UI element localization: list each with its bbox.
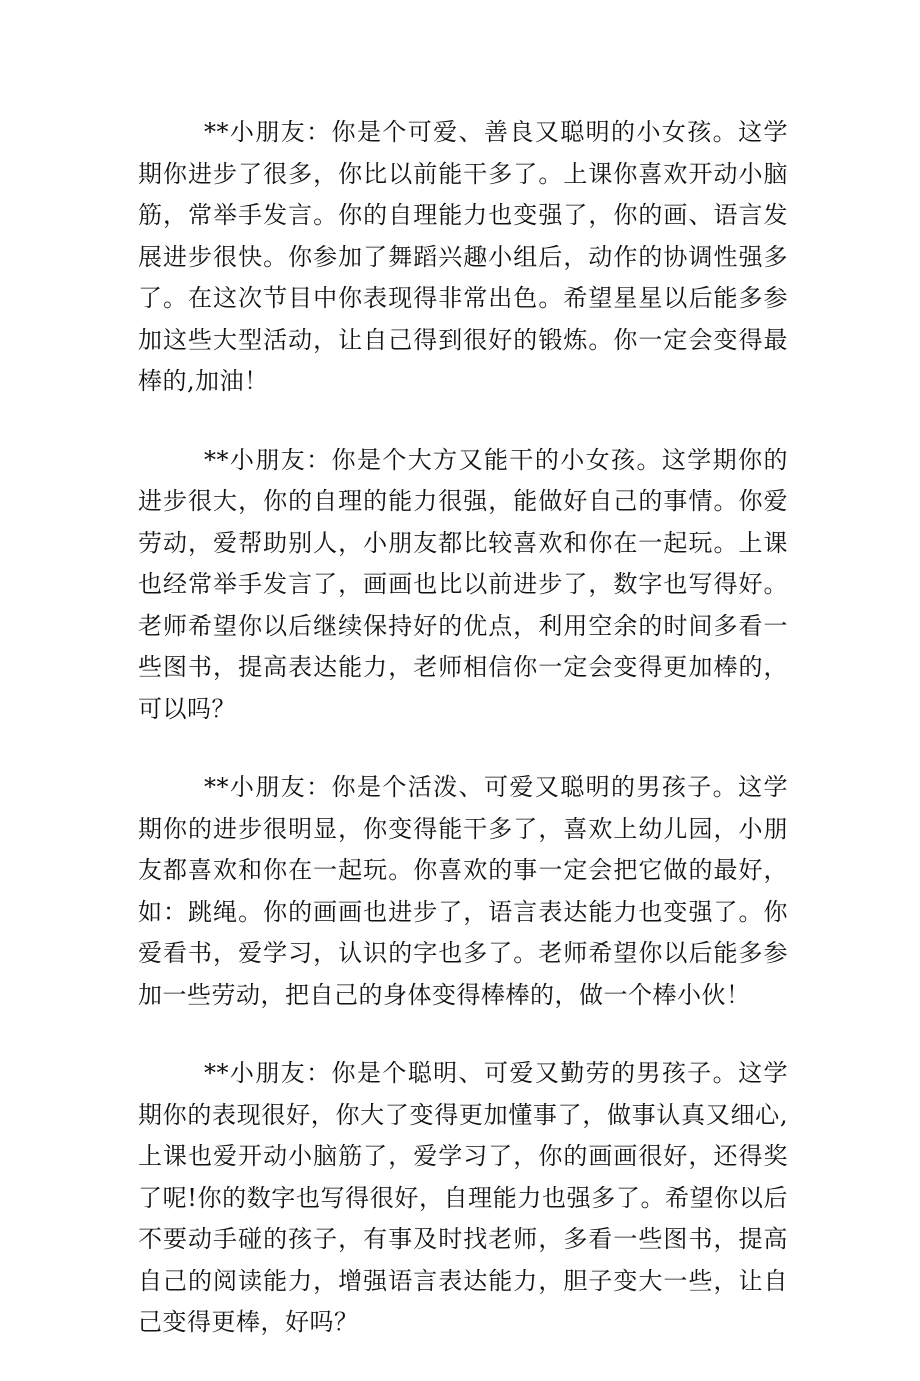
comment-paragraph-4: **小朋友：你是个聪明、可爱又勤劳的男孩子。这学期你的表现很好，你大了变得更加懂事了，做事认真又细心,上课也爱开动小脑筋了，爱学习了，你的画画很好，还得奖了呢!你的数字也写得很好，自理能力也强多了。希望你以后不要动手碰的孩子，有事及时找老师，多看一些图书，提高自己的阅读能力，增强语言表达能力，胆子变大一些，让自己变得更棒，好吗？ xyxy=(138,1059,788,1336)
comment-paragraph-3: **小朋友：你是个活泼、可爱又聪明的男孩子。这学期你的进步很明显，你变得能干多了，喜欢上幼儿园，小朋友都喜欢和你在一起玩。你喜欢的事一定会把它做的最好，如：跳绳。你的画画也进步了，语言表达能力也变强了。你爱看书，爱学习，认识的字也多了。老师希望你以后能多参加一些劳动，把自己的身体变得棒棒的，做一个棒小伙！ xyxy=(138,773,788,1009)
document-body xyxy=(138,112,788,1381)
comment-paragraph-1: **小朋友：你是个可爱、善良又聪明的小女孩。这学期你进步了很多，你比以前能干多了。上课你喜欢开动小脑筋，常举手发言。你的自理能力也变强了，你的画、语言发展进步很快。你参加了舞蹈兴趣小组后，动作的协调性强多了。在这次节目中你表现得非常出色。希望星星以后能多参加这些大型活动，让自己得到很好的锻炼。你一定会变得最棒的,加油！ xyxy=(138,118,788,395)
comment-paragraph-2: **小朋友：你是个大方又能干的小女孩。这学期你的进步很大，你的自理的能力很强，能做好自己的事情。你爱劳动，爱帮助别人，小朋友都比较喜欢和你在一起玩。上课也经常举手发言了，画画也比以前进步了，数字也写得好。老师希望你以后继续保持好的优点，利用空余的时间多看一些图书，提高表达能力，老师相信你一定会变得更加棒的，可以吗？ xyxy=(138,445,788,723)
